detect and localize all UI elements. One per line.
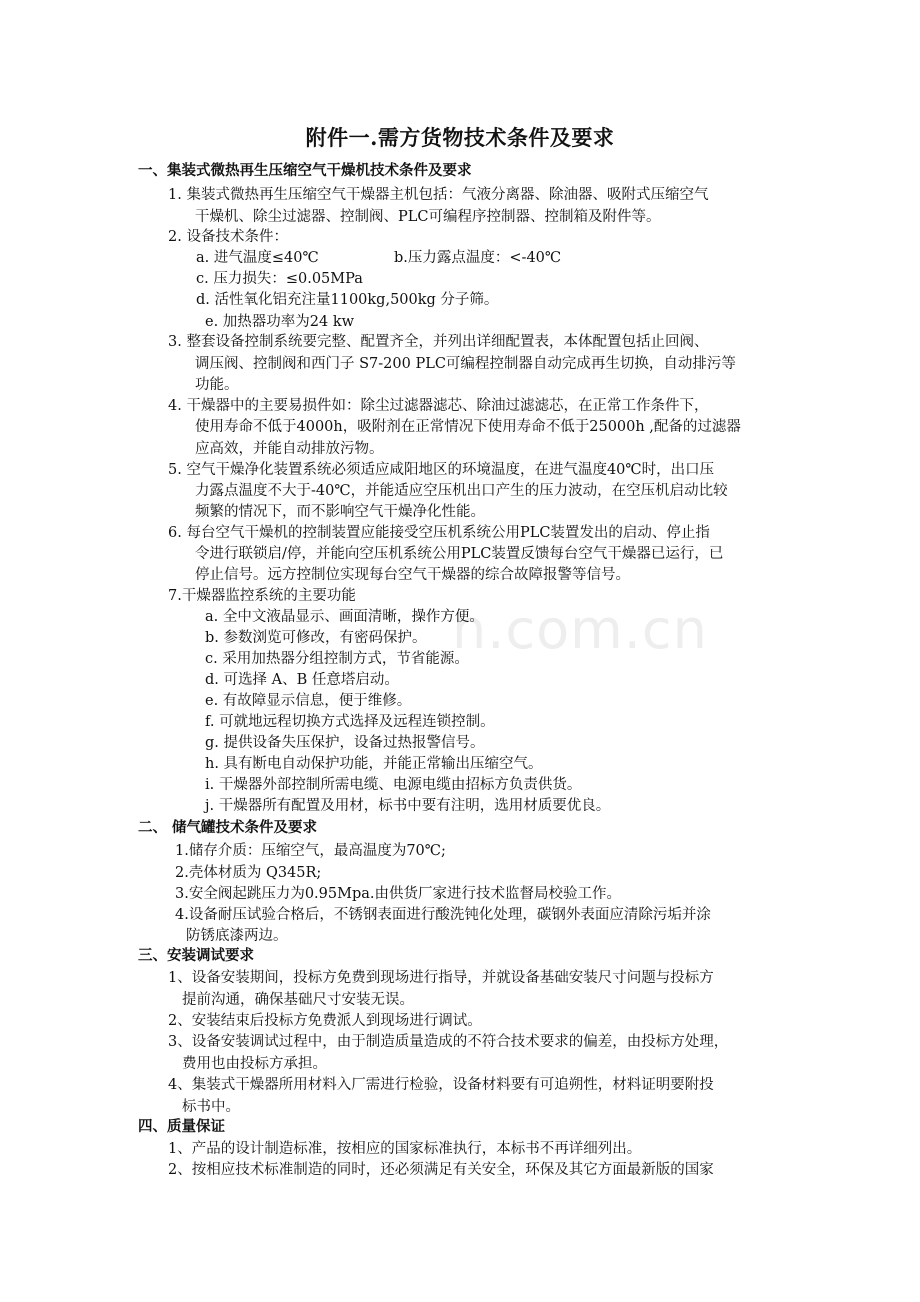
paragraph-line: 防锈底漆两边。 [186, 928, 288, 944]
paragraph-line: 7.干燥器监控系统的主要功能 [168, 588, 356, 604]
list-item: c. 压力损失：≤0.05MPa [196, 271, 363, 287]
list-item: a. 全中文液晶显示、画面清晰，操作方便。 [205, 609, 484, 625]
paragraph-line: 2、安装结束后投标方免费派人到现场进行调试。 [168, 1013, 482, 1029]
paragraph-line: 3、设备安装调试过程中，由于制造质量造成的不符合技术要求的偏差，由投标方处理， [168, 1034, 729, 1050]
list-item: j. 干燥器所有配置及用材，标书中要有注明，选用材质要优良。 [205, 798, 611, 814]
list-item: d. 可选择 A、B 任意塔启动。 [205, 672, 399, 688]
paragraph-line: 力露点温度不大于-40℃，并能适应空压机出口产生的压力波动，在空压机启动比较 [195, 483, 728, 499]
paragraph-line: 2.壳体材质为 Q345R; [175, 865, 322, 881]
paragraph-line: 令进行联锁启/停，并能向空压机系统公用PLC装置反馈每台空气干燥器已运行，已 [195, 546, 724, 562]
paragraph-line: 提前沟通，确保基础尺寸安装无误。 [182, 992, 414, 1008]
list-item: e. 加热器功率为24 kw [205, 314, 355, 330]
list-item: a. 进气温度≤40℃ [196, 250, 319, 266]
paragraph-line: 干燥机、除尘过滤器、控制阀、PLC可编程序控制器、控制箱及附件等。 [195, 209, 661, 225]
list-item: f. 可就地远程切换方式选择及远程连锁控制。 [205, 714, 495, 730]
paragraph-line: 标书中。 [182, 1099, 240, 1115]
list-item: d. 活性氧化铝充注量1100kg,500kg 分子筛。 [196, 292, 499, 308]
paragraph-line: 4.设备耐压试验合格后，不锈钢表面进行酸洗钝化处理，碳钢外表面应清除污垢并涂 [175, 907, 711, 923]
paragraph-line: 调压阀、控制阀和西门子 S7-200 PLC可编程控制器自动完成再生切换，自动排污等 [195, 356, 736, 372]
paragraph-line: 功能。 [195, 377, 239, 393]
paragraph-line: 1、产品的设计制造标准，按相应的国家标准执行，本标书不再详细列出。 [168, 1141, 642, 1157]
paragraph-line: 1. 集装式微热再生压缩空气干燥器主机包括：气液分离器、除油器、吸附式压缩空气 [168, 187, 709, 203]
paragraph-line: 1、设备安装期间，投标方免费到现场进行指导，并就设备基础安装尺寸问题与投标方 [168, 970, 714, 986]
watermark: n.com.cn [452, 598, 708, 661]
list-item: b.压力露点温度：<-40℃ [394, 250, 562, 266]
paragraph-line: 6. 每台空气干燥机的控制装置应能接受空压机系统公用PLC装置发出的启动、停止指 [168, 525, 710, 541]
paragraph-line: 费用也由投标方承担。 [182, 1056, 327, 1072]
section-heading-1: 一、集装式微热再生压缩空气干燥机技术条件及要求 [138, 162, 472, 179]
paragraph-line: 2、按相应技术标准制造的同时，还必须满足有关安全，环保及其它方面最新版的国家 [168, 1162, 714, 1178]
paragraph-line: 3.安全阀起跳压力为0.95Mpa.由供货厂家进行技术监督局校验工作。 [175, 886, 622, 902]
section-heading-2: 二、 储气罐技术条件及要求 [138, 819, 318, 836]
page-title: 附件一.需方货物技术条件及要求 [305, 125, 615, 150]
section-heading-4: 四、质量保证 [138, 1118, 225, 1135]
list-item: h. 具有断电自动保护功能，并能正常输出压缩空气。 [205, 756, 543, 772]
list-item: e. 有故障显示信息，便于维修。 [205, 693, 412, 709]
list-item: b. 参数浏览可修改，有密码保护。 [205, 630, 427, 646]
paragraph-line: 使用寿命不低于4000h，吸附剂在正常情况下使用寿命不低于25000h ,配备的过滤器 [195, 419, 741, 435]
paragraph-line: 应高效，并能自动排放污物。 [195, 441, 384, 457]
paragraph-line: 频繁的情况下，而不影响空气干燥净化性能。 [195, 504, 485, 520]
list-item: c. 采用加热器分组控制方式，节省能源。 [205, 651, 469, 667]
paragraph-line: 4、集装式干燥器所用材料入厂需进行检验，设备材料要有可追朔性，材料证明要附投 [168, 1077, 714, 1093]
paragraph-line: 1.储存介质：压缩空气，最高温度为70℃; [175, 843, 446, 859]
paragraph-line: 4. 干燥器中的主要易损件如：除尘过滤器滤芯、除油过滤滤芯，在正常工作条件下， [168, 398, 709, 414]
paragraph-line: 停止信号。远方控制位实现每台空气干燥器的综合故障报警等信号。 [195, 567, 630, 583]
list-item: i. 干燥器外部控制所需电缆、电源电缆由招标方负责供货。 [205, 777, 582, 793]
paragraph-line: 2. 设备技术条件： [168, 229, 288, 245]
list-item: g. 提供设备失压保护，设备过热报警信号。 [205, 735, 485, 751]
section-heading-3: 三、安装调试要求 [138, 947, 254, 964]
paragraph-line: 3. 整套设备控制系统要完整、配置齐全，并列出详细配置表，本体配置包括止回阀、 [168, 334, 709, 350]
paragraph-line: 5. 空气干燥净化装置系统必须适应咸阳地区的环境温度，在进气温度40℃时，出口压 [168, 462, 715, 478]
